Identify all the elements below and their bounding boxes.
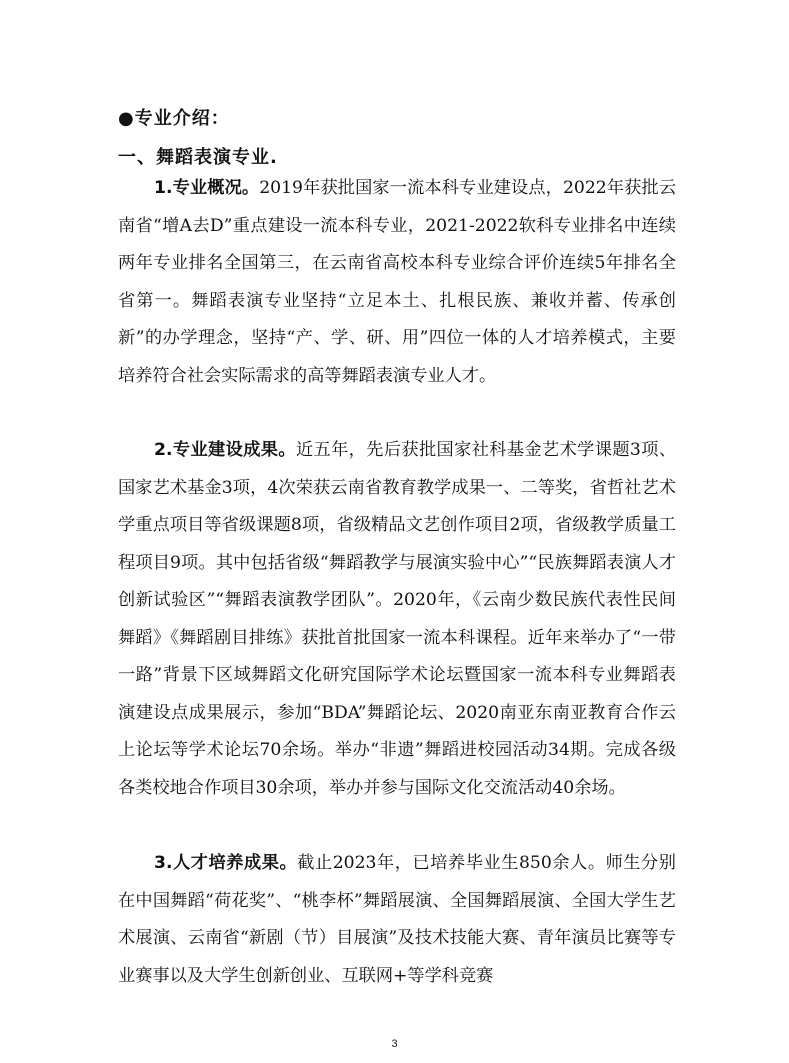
paragraph-overview — [118, 170, 676, 395]
paragraph-talent — [118, 845, 676, 995]
paragraph-body: 近五年，先后获批国家社科基金艺术学课题3项、国家艺术基金3项，4次荣获云南省教育教学成果一、二等奖，省哲社艺术学重点项目等省级课题8项，省级精品文艺创作项目2项，省级教学质量工程项目9项。其中包括省级“舞蹈教学与展演实验中心”“民族舞蹈表演人才创新试验区”“舞蹈表演教学团队”。2020年，《云南少数民族代表性民间舞蹈》《舞蹈剧目排练》获批首批国家一流本科课程。近年来举办了“一带一路”背景下区域舞蹈文化研究国际学术论坛暨国家一流本科专业舞蹈表演建设点成果展示，参加“BDA”舞蹈论坛、2020南亚东南亚教育合作云上论坛等学术论坛70余场。举办“非遗”舞蹈进校园活动34期。完成各级各类校地合作项目30余项，举办并参与国际文化交流活动40余场。 — [118, 440, 677, 798]
paragraph-title: 2.专业建设成果。 — [154, 440, 296, 460]
paragraph-body: 截止2023年，已培养毕业生850余人。师生分别在中国舞蹈“荷花奖”、“桃李杯”舞蹈展演、全国舞蹈展演、全国大学生艺术展演、云南省“新剧（节）目展演”及技术技能大赛、青年演员比赛等专业赛事以及大学生创新创业、互联网+等学科竞赛 — [118, 853, 676, 986]
paragraph-title: 3.人才培养成果。 — [154, 853, 298, 873]
section-heading-intro: ●专业介绍： — [118, 108, 230, 129]
page-number: 3 — [391, 1038, 398, 1050]
paragraph-body: 2019年获批国家一流本科专业建设点，2022年获批云南省“增A去D”重点建设一流本科专业，2021-2022软科专业排名中连续两年专业排名全国第三，在云南省高校本科专业综合评价连续5年排名全省第一。舞蹈表演专业坚持“立足本土、扎根民族、兼收并蓄、传承创新”的办学理念，坚持“产、学、研、用”四位一体的人才培养模式，主要培养符合社会实际需求的高等舞蹈表演专业人才。 — [118, 178, 677, 386]
paragraph-title: 1.专业概况。 — [154, 178, 260, 198]
paragraph-achievements — [118, 432, 676, 807]
major-heading: 一、舞蹈表演专业. — [118, 147, 278, 168]
